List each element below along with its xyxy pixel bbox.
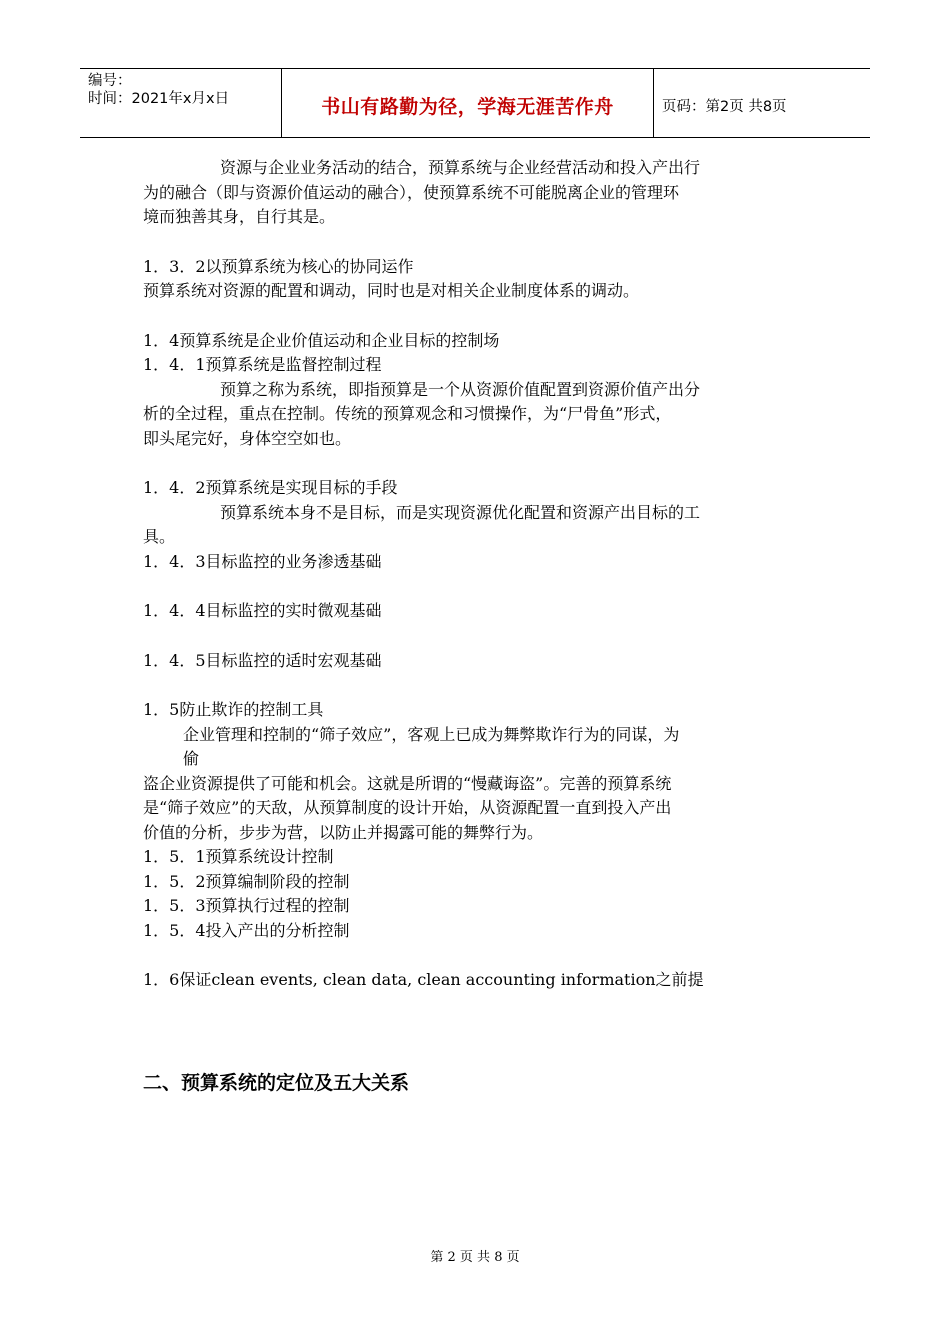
paragraph-line: 1．4．2预算系统是实现目标的手段 bbox=[143, 478, 398, 497]
paragraph-line: 1．4．4目标监控的实时微观基础 bbox=[143, 601, 382, 620]
paragraph-line: 即头尾完好，身体空空如也。 bbox=[143, 428, 352, 448]
date-label: 时间：2021年x月x日 bbox=[88, 91, 230, 107]
paragraph-line: 1．4．3目标监控的业务渗透基础 bbox=[143, 551, 382, 571]
paragraph-line: 1．5．4投入产出的分析控制 bbox=[143, 920, 350, 940]
paragraph-line: 具。 bbox=[143, 527, 176, 546]
paragraph-line: 预算之称为系统，即指预算是一个从资源价值配置到资源价值产出分 bbox=[220, 379, 701, 399]
paragraph-line: 偷 bbox=[183, 749, 200, 768]
paragraph-line: 价值的分析，步步为营，以防止并揭露可能的舞弊行为。 bbox=[143, 822, 544, 842]
blank-line bbox=[143, 451, 813, 476]
blank-line bbox=[143, 574, 813, 599]
paragraph-line: 境而独善其身，自行其是。 bbox=[143, 207, 336, 226]
paragraph-line: 1．6保证clean events, clean data, clean accounting information之前提 bbox=[143, 970, 704, 989]
header-motto: 书山有路勤为径，学海无涯苦作舟 bbox=[321, 95, 614, 118]
blank-line bbox=[143, 624, 813, 649]
blank-line bbox=[143, 304, 813, 329]
page-header bbox=[80, 68, 870, 138]
blank-line bbox=[143, 673, 813, 698]
paragraph-line: 1．4．5目标监控的适时宏观基础 bbox=[143, 650, 382, 670]
paragraph-line: 析的全过程，重点在控制。传统的预算观念和习惯操作，为“尸骨鱼”形式， bbox=[143, 404, 672, 423]
paragraph-line: 为的融合（即与资源价值运动的融合），使预算系统不可能脱离企业的管理环 bbox=[143, 182, 680, 202]
serial-label: 编号： bbox=[88, 73, 132, 89]
header-meta bbox=[80, 69, 282, 137]
header-motto-cell bbox=[282, 69, 654, 137]
paragraph-line: 企业管理和控制的“筛子效应”，客观上已成为舞弊欺诈行为的同谋，为 bbox=[183, 724, 680, 744]
paragraph-line: 是“筛子效应”的天敌，从预算制度的设计开始，从资源配置一直到投入产出 bbox=[143, 798, 672, 817]
paragraph-line: 1．5．2预算编制阶段的控制 bbox=[143, 871, 350, 891]
paragraph-line: 1．5．1预算系统设计控制 bbox=[143, 847, 334, 866]
document-body bbox=[143, 156, 813, 993]
paragraph-line: 资源与企业业务活动的结合，预算系统与企业经营活动和投入产出行 bbox=[220, 158, 701, 177]
paragraph-line: 1．5．3预算执行过程的控制 bbox=[143, 896, 350, 915]
paragraph-line: 盗企业资源提供了可能和机会。这就是所谓的“慢藏诲盗”。完善的预算系统 bbox=[143, 773, 672, 793]
blank-line bbox=[143, 943, 813, 968]
paragraph-line: 预算系统本身不是目标，而是实现资源优化配置和资源产出目标的工 bbox=[220, 502, 701, 522]
blank-line bbox=[143, 230, 813, 255]
paragraph-line: 1．3．2以预算系统为核心的协同运作 bbox=[143, 256, 414, 276]
section-title: 二、预算系统的定位及五大关系 bbox=[143, 1072, 410, 1094]
paragraph-line: 1．4预算系统是企业价值运动和企业目标的控制场 bbox=[143, 330, 500, 350]
page-footer: 第 2 页 共 8 页 bbox=[430, 1250, 520, 1265]
paragraph-line: 1．5防止欺诈的控制工具 bbox=[143, 700, 324, 719]
paragraph-line: 预算系统对资源的配置和调动，同时也是对相关企业制度体系的调动。 bbox=[143, 281, 640, 300]
paragraph-line: 1．4．1预算系统是监督控制过程 bbox=[143, 355, 382, 374]
header-page-number: 页码：第2页 共8页 bbox=[662, 98, 787, 115]
